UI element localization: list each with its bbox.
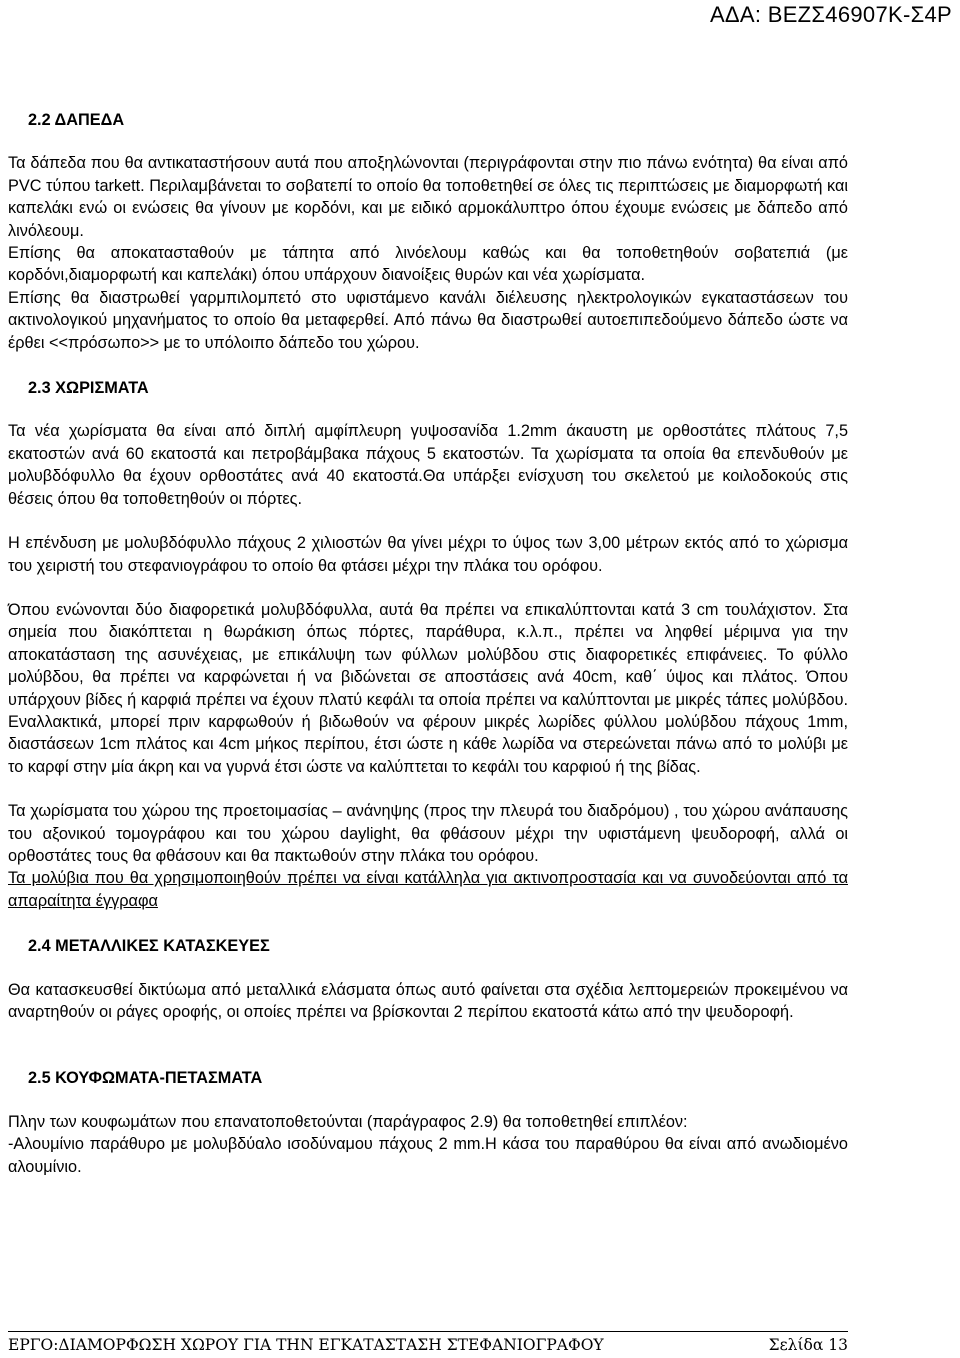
floors-paragraph-2: Επίσης θα αποκατασταθούν με τάπητα από λινόελουμ καθώς και θα τοποθετηθούν σοβατεπιά (με κορδόνι,διαμορφωτή και καπελάκι) όπου υπάρχουν διανοίξεις θυρών και νέα χωρίσματα. xyxy=(8,244,848,285)
section-title-partitions: 2.3 ΧΩΡΙΣΜΑΤΑ xyxy=(28,379,149,398)
document-body xyxy=(8,109,848,1178)
partitions-paragraph-4: Τα χωρίσματα του χώρου της προετοιμασίας – ανάνηψης (προς την πλευρά του διαδρόμου) , του χώρου ανάπαυσης του αξονικού τομογράφου και του χώρου daylight, θα φθάσουν μέχρι την υφιστάμενη ψευδοροφή, αλλά οι ορθοστάτες τους θα φθάσουν και θα πακτωθούν στην πλάκα του ορόφου. xyxy=(8,802,848,865)
section-title-metal: 2.4 ΜΕΤΑΛΛΙΚΕΣ ΚΑΤΑΣΚΕΥΕΣ xyxy=(28,937,270,956)
partitions-paragraph-3: Όπου ενώνονται δύο διαφορετικά μολυβδόφυλλα, αυτά θα πρέπει να επικαλύπτονται κατά 3 cm τουλάχιστον. Στα σημεία που διακόπτεται η θωράκιση όπως πόρτες, παράθυρα, κ.λ.π., πρέπει να ληφθεί μέριμνα για την αποκατάσταση της ασυνέχειας, με επικάλυψη των φύλλων μολύβδου στις διαφορετικές επιφάνειες. Το φύλλο μολύβδου, θα πρέπει να καρφώνεται ή να βιδώνεται σε αποστάσεις ανά 40cm, καθ΄ ύψος και πλάτος. Όπου υπάρχουν βίδες ή καρφιά πρέπει να έχουν πλατύ κεφάλι τα οποία πρέπει να καλύπτονται με μικρές τάπες μολύβδου. Εναλλακτικά, μπορεί πριν καρφωθούν ή βιδωθούν να φέρουν μικρές λωρίδες φύλλου μολύβδου πάχους 1mm, διαστάσεων 1cm πλάτος και 4cm μήκος περίπου, έτσι ώστε η κάθε λωρίδα να στερεώνεται πάνω από το μολύβι με το καρφί στην μία άκρη και να γυρνά έτσι ώστε να καλύπτεται το κεφάλι του καρφιού ή της βίδας. xyxy=(8,600,848,776)
section-title-floors: 2.2 ΔΑΠΕΔΑ xyxy=(28,111,125,129)
footer-page-number: Σελίδα 13 xyxy=(768,1336,848,1354)
section-title-frames: 2.5 ΚΟΥΦΩΜΑΤΑ-ΠΕΤΑΣΜΑΤΑ xyxy=(28,1069,263,1088)
floors-paragraph-1: Τα δάπεδα που θα αντικαταστήσουν αυτά που αποξηλώνονται (περιγράφονται στην πιο πάνω ενότητα) θα είναι από PVC τύπου tarkett. Περιλαμβάνεται το σοβατεπί το οποίο θα τοποθετηθεί σε όλες τις περιπτώσεις με διαμορφωτή και καπελάκι ενώ οι ενώσεις θα γίνουν με κορδόνι, και με ειδικό αρμοκάλυπτρο όπου έχουμε ενώσεις με δάπεδο από λινόλεουμ. xyxy=(8,154,848,240)
partitions-paragraph-2: Η επένδυση με μολυβδόφυλλο πάχους 2 χιλιοστών θα γίνει μέχρι το ύψος των 3,00 μέτρων εκτός από το χώρισμα του χειριστή του στεφανιογράφου το οποίο θα φτάσει μέχρι την πλάκα του ορόφου. xyxy=(8,534,848,575)
metal-paragraph-1: Θα κατασκευσθεί δικτύωμα από μεταλλικά ελάσματα όπως αυτό φαίνεται στα σχέδια λεπτομερειών προκειμένου να αναρτηθούν οι ράγες οροφής, οι οποίες πρέπει να βρίσκονται 2 περίπου εκατοστά κάτω από την ψευδοροφή. xyxy=(8,980,848,1021)
page-footer xyxy=(8,1331,848,1356)
frames-paragraph-1: Πλην των κουφωμάτων που επανατοποθετούνται (παράγραφος 2.9) θα τοποθετηθεί επιπλέον: xyxy=(8,1112,688,1131)
ada-code: ΑΔΑ: ΒΕΖΣ46907Κ-Σ4Ρ xyxy=(709,2,952,27)
partitions-paragraph-5: Τα μολύβια που θα χρησιμοποιηθούν πρέπει να είναι κατάλληλα για ακτινοπροστασία και να συνοδεύονται από τα απαραίτητα έγγραφα xyxy=(8,869,848,910)
frames-paragraph-2: -Αλουμίνιο παράθυρο με μολυβδύαλο ισοδύναμου πάχους 2 mm.Η κάσα του παραθύρου θα είναι από ανωδιομένο αλουμίνιο. xyxy=(8,1135,848,1176)
footer-project-title: ΕΡΓΟ:ΔΙΑΜΟΡΦΩΣΗ ΧΩΡΟΥ ΓΙΑ ΤΗΝ ΕΓΚΑΤΑΣΤΑΣΗ ΣΤΕΦΑΝΙΟΓΡΑΦΟΥ xyxy=(8,1336,604,1354)
partitions-paragraph-1: Τα νέα χωρίσματα θα είναι από διπλή αμφίπλευρη γυψοσανίδα 1.2mm άκαυστη με ορθοστάτες πλάτους 7,5 εκατοστών ανά 60 εκατοστά και πετροβάμβακα πάχους 5 εκατοστών. Τα χωρίσματα τα οποία θα επενδυθούν με μολυβδόφυλλο θα έχουν ορθοστάτες ανά 40 εκατοστά.Θα υπάρξει ενίσχυση του σκελετού με κοιλοδοκούς στις θέσεις όπου θα τοποθετηθούν οι πόρτες. xyxy=(8,422,848,508)
floors-paragraph-3: Επίσης θα διαστρωθεί γαρμπιλομπετό στο υφιστάμενο κανάλι διέλευσης ηλεκτρολογικών εγκαταστάσεων του ακτινολογικού μηχανήματος το οποίο θα μεταφερθεί. Από πάνω θα διαστρωθεί αυτοεπιπεδούμενο δάπεδο ώστε να έρθει <<πρόσωπο>> με το υπόλοιπο δάπεδο του χώρου. xyxy=(8,288,848,352)
